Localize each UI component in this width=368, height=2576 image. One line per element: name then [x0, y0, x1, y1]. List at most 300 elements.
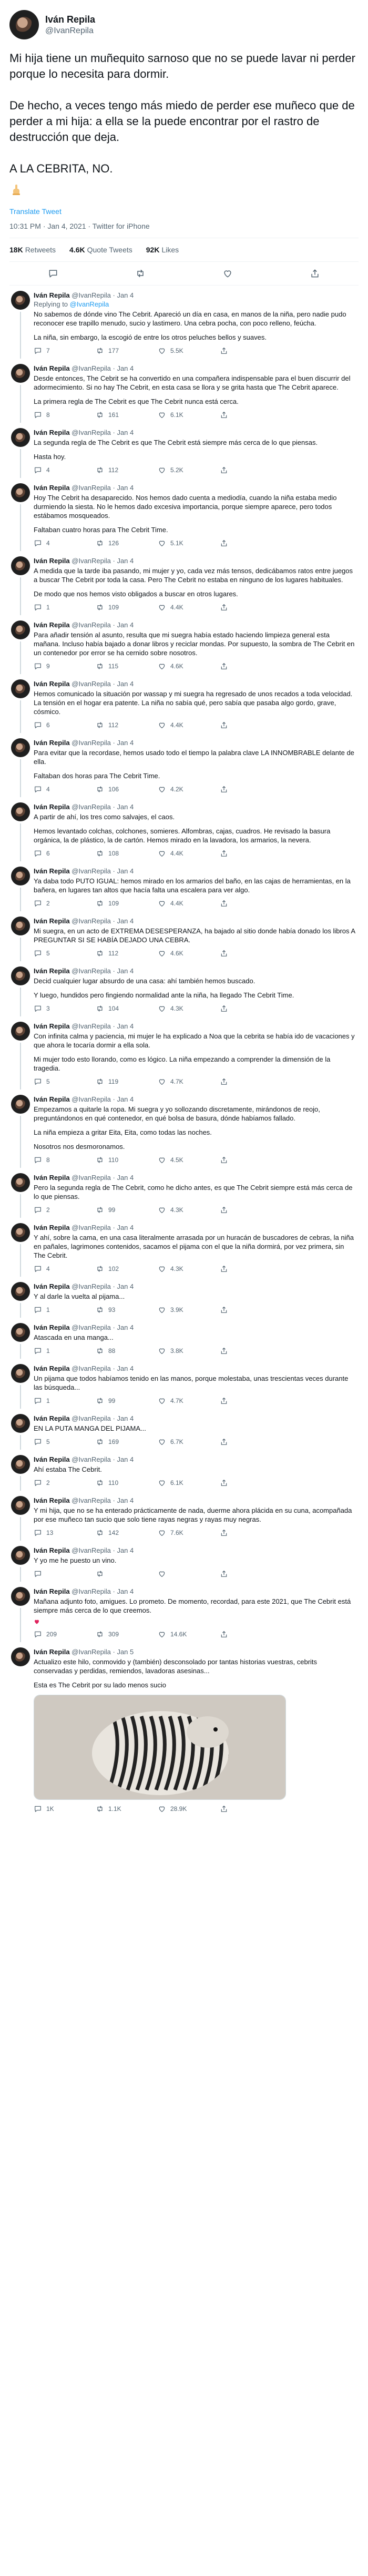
tweet-paragraph: Hoy The Cebrit ha desaparecido. Nos hemos dado cuenta a mediodía, cuando la niña estaba medio durmiendo la siesta. No le hemos dado excesiva importancia, porque siempre aparece, pero todos estábamos mosqueados.	[34, 494, 337, 520]
avatar[interactable]	[11, 364, 30, 383]
reply-button[interactable]	[34, 1397, 96, 1405]
like-count: 4.6K	[170, 950, 183, 957]
tweet-handle-date[interactable]: @IvanRepila · Jan 4	[71, 1496, 134, 1504]
share-button[interactable]	[220, 603, 282, 612]
share-button[interactable]	[220, 1438, 282, 1446]
avatar[interactable]	[11, 1364, 30, 1383]
tweet-body	[34, 556, 361, 615]
tweet-paragraph: A medida que la tarde iba pasando, mi mujer y yo, cada vez más tensos, dedicábamos ratos entre juegos a buscar The Cebrit por toda la casa. Pero The Cebrit no estaba en ninguno de los lugares habituales.	[34, 567, 353, 584]
thread-connector	[20, 504, 21, 551]
retweet-button[interactable]	[96, 1206, 158, 1214]
thread-tweet	[7, 674, 361, 733]
tweet-header	[34, 917, 356, 925]
reply-button[interactable]	[34, 721, 96, 729]
author-name[interactable]: Iván Repila	[45, 14, 96, 25]
share-button[interactable]	[220, 1805, 282, 1813]
reply-button[interactable]	[34, 1479, 96, 1487]
reply-button[interactable]	[34, 1306, 96, 1314]
like-count: 6.1K	[170, 411, 183, 419]
share-button[interactable]	[220, 1265, 282, 1273]
heart-icon	[158, 1570, 166, 1578]
tweet-timestamp[interactable]: 10:31 PM · Jan 4, 2021 · Twitter for iPhone	[9, 222, 359, 238]
tweet-handle-date[interactable]: @IvanRepila · Jan 4	[71, 1546, 134, 1554]
retweet-button[interactable]	[96, 1077, 158, 1086]
like-button[interactable]	[158, 603, 220, 612]
retweet-icon	[96, 347, 104, 355]
reply-count: 8	[46, 1156, 50, 1164]
tweet-actions	[34, 1437, 356, 1447]
reply-icon	[34, 1347, 42, 1355]
reply-button[interactable]	[34, 1156, 96, 1164]
author-name[interactable]: Iván Repila	[34, 1174, 70, 1182]
like-button[interactable]	[158, 411, 220, 419]
reply-button[interactable]	[34, 1004, 96, 1013]
retweet-button[interactable]	[96, 1570, 158, 1578]
like-button[interactable]	[158, 466, 220, 474]
tweet-handle-date[interactable]: @IvanRepila · Jan 4	[71, 429, 134, 436]
avatar[interactable]	[11, 620, 30, 639]
retweet-button[interactable]	[96, 1630, 158, 1638]
like-button[interactable]	[158, 1805, 220, 1813]
share-button[interactable]	[220, 1156, 282, 1164]
share-button[interactable]	[220, 1306, 282, 1314]
tweet-actions	[34, 410, 356, 420]
likes-stat[interactable]: 92K Likes	[146, 246, 179, 254]
avatar[interactable]	[11, 679, 30, 698]
retweet-icon	[96, 721, 104, 729]
avatar-column	[7, 1414, 34, 1450]
reply-count: 4	[46, 786, 50, 793]
tweet-text	[34, 1597, 356, 1615]
author-name[interactable]: Iván Repila	[34, 484, 70, 492]
share-button[interactable]	[220, 785, 282, 793]
heart-icon	[158, 1347, 166, 1355]
retweet-button[interactable]	[96, 721, 158, 729]
like-count: 4.7K	[170, 1078, 183, 1085]
thread-connector	[20, 1303, 21, 1318]
like-button[interactable]	[158, 1077, 220, 1086]
avatar[interactable]	[11, 802, 30, 821]
tweet-handle-date[interactable]: @IvanRepila · Jan 4	[71, 1095, 134, 1103]
author-name[interactable]: Iván Repila	[34, 1095, 70, 1103]
tweet-handle-date[interactable]: @IvanRepila · Jan 4	[71, 291, 134, 299]
avatar[interactable]	[11, 1587, 30, 1606]
like-button[interactable]	[158, 1397, 220, 1405]
tweet-paragraph: Faltaban dos horas para The Cebrit Time.	[34, 772, 160, 780]
retweet-button[interactable]	[96, 849, 158, 858]
share-button[interactable]	[220, 539, 282, 547]
author-name[interactable]: Iván Repila	[34, 557, 70, 565]
tweet-handle-date[interactable]: @IvanRepila · Jan 4	[71, 621, 134, 629]
share-button[interactable]	[220, 1004, 282, 1013]
reply-button[interactable]	[34, 849, 96, 858]
author-name[interactable]: Iván Repila	[34, 429, 70, 436]
tweet-handle-date[interactable]: @IvanRepila · Jan 5	[71, 1648, 134, 1656]
share-icon	[220, 1529, 228, 1537]
avatar[interactable]	[11, 1323, 30, 1342]
retweet-button[interactable]	[96, 1306, 158, 1314]
retweet-button[interactable]	[96, 1397, 158, 1405]
tweet-handle-date[interactable]: @IvanRepila · Jan 4	[71, 1455, 134, 1463]
avatar-column	[7, 620, 34, 674]
like-button[interactable]	[158, 539, 220, 547]
reply-button[interactable]	[34, 603, 96, 612]
share-icon	[220, 1306, 228, 1314]
author-name[interactable]: Iván Repila	[34, 1365, 70, 1372]
thread-connector	[20, 1435, 21, 1450]
avatar[interactable]	[11, 483, 30, 502]
share-icon	[220, 899, 228, 908]
like-button[interactable]	[158, 1306, 220, 1314]
retweet-button[interactable]	[96, 1529, 158, 1537]
reply-count: 4	[46, 466, 50, 474]
reply-icon	[34, 1529, 42, 1537]
share-button[interactable]	[220, 466, 282, 474]
tweet-body	[34, 1323, 361, 1359]
retweet-button[interactable]	[96, 662, 158, 670]
like-button[interactable]	[158, 1479, 220, 1487]
tweet-body	[34, 291, 361, 359]
tweet-header	[34, 802, 356, 811]
reply-button[interactable]	[34, 1347, 96, 1355]
thread-connector	[20, 987, 21, 1016]
share-button[interactable]	[220, 1570, 282, 1578]
avatar-column	[7, 291, 34, 359]
thread-connector	[20, 312, 21, 359]
reply-button[interactable]	[34, 466, 96, 474]
share-button[interactable]	[220, 899, 282, 908]
share-icon	[220, 1265, 228, 1273]
reply-icon	[34, 721, 42, 729]
tweet-text	[34, 812, 356, 844]
author-name[interactable]: Iván Repila	[34, 364, 70, 372]
thread-connector	[20, 642, 21, 674]
retweet-count: 104	[108, 1005, 119, 1012]
share-icon[interactable]	[310, 268, 320, 279]
share-button[interactable]	[220, 949, 282, 958]
avatar[interactable]	[11, 428, 30, 447]
tweet-actions	[34, 1205, 356, 1215]
author-name[interactable]: Iván Repila	[34, 1648, 70, 1656]
thread-tweet	[7, 1491, 361, 1541]
tweet-body	[34, 1587, 361, 1642]
avatar[interactable]	[11, 1496, 30, 1515]
like-button[interactable]	[158, 721, 220, 729]
avatar-column	[7, 867, 34, 911]
tweet-handle-date[interactable]: @IvanRepila · Jan 4	[71, 1414, 134, 1422]
share-button[interactable]	[220, 1397, 282, 1405]
share-button[interactable]	[220, 849, 282, 858]
avatar-column	[7, 428, 34, 478]
like-button[interactable]	[158, 1529, 220, 1537]
avatar-column	[7, 1095, 34, 1168]
tweet-header	[34, 1223, 356, 1232]
author-name[interactable]: Iván Repila	[34, 1282, 70, 1290]
retweet-button[interactable]	[96, 603, 158, 612]
retweet-count: 88	[108, 1347, 116, 1355]
retweet-button[interactable]	[96, 1347, 158, 1355]
avatar[interactable]	[11, 1095, 30, 1114]
like-button[interactable]	[158, 1630, 220, 1638]
share-icon	[220, 466, 228, 474]
thread-connector	[20, 759, 21, 797]
like-button[interactable]	[158, 1438, 220, 1446]
tweet-text	[34, 976, 356, 1000]
replying-to-link[interactable]: @IvanRepila	[69, 300, 109, 308]
tweet-handle-date[interactable]: @IvanRepila · Jan 4	[71, 867, 134, 875]
like-button[interactable]	[158, 347, 220, 355]
avatar[interactable]	[11, 1282, 30, 1301]
reply-icon	[34, 1077, 42, 1086]
retweet-button[interactable]	[96, 347, 158, 355]
share-button[interactable]	[220, 662, 282, 670]
thread-connector	[20, 1476, 21, 1491]
tweet-text	[34, 748, 356, 780]
avatar-column	[7, 1647, 34, 1817]
reply-icon	[34, 347, 42, 355]
thread-tweet	[7, 1318, 361, 1359]
retweet-button[interactable]	[96, 1156, 158, 1164]
reply-button[interactable]	[34, 949, 96, 958]
avatar[interactable]	[11, 1647, 30, 1666]
reply-button[interactable]	[34, 1077, 96, 1086]
heart-icon	[158, 662, 166, 670]
tweet-actions	[34, 1346, 356, 1356]
retweet-icon	[96, 411, 104, 419]
avatar[interactable]	[11, 556, 30, 575]
tweet-body	[34, 917, 361, 961]
tweet-actions	[34, 899, 356, 908]
avatar[interactable]	[11, 1022, 30, 1041]
author-name[interactable]: Iván Repila	[34, 1224, 70, 1231]
like-button[interactable]	[158, 949, 220, 958]
tweet-header	[34, 1546, 356, 1555]
avatar-column	[7, 679, 34, 733]
retweet-icon[interactable]	[135, 268, 146, 279]
author-name[interactable]: Iván Repila	[34, 1323, 70, 1331]
reply-button[interactable]	[34, 1630, 96, 1638]
tweet-paragraph: Y yo me he puesto un vino.	[34, 1556, 117, 1564]
tweet-handle-date[interactable]: @IvanRepila · Jan 4	[71, 917, 134, 925]
share-icon	[220, 785, 228, 793]
avatar[interactable]	[11, 966, 30, 985]
reply-button[interactable]	[34, 1206, 96, 1214]
tweet-header	[34, 1022, 356, 1031]
tweet-text	[34, 1556, 356, 1565]
avatar[interactable]	[11, 1414, 30, 1433]
reply-count: 5	[46, 1438, 50, 1445]
reply-button[interactable]	[34, 1265, 96, 1273]
author-name[interactable]: Iván Repila	[34, 739, 70, 747]
avatar-column	[7, 1546, 34, 1582]
retweet-count: 115	[108, 663, 119, 670]
reply-button[interactable]	[34, 899, 96, 908]
reply-button[interactable]	[34, 785, 96, 793]
author-handle[interactable]: @IvanRepila	[45, 26, 94, 35]
like-button[interactable]	[158, 1265, 220, 1273]
author-name[interactable]: Iván Repila	[34, 621, 70, 629]
retweet-button[interactable]	[96, 1265, 158, 1273]
tweet-handle-date[interactable]: @IvanRepila · Jan 4	[71, 1587, 134, 1595]
author-name[interactable]: Iván Repila	[34, 291, 70, 299]
retweet-button[interactable]	[96, 411, 158, 419]
retweet-count: 112	[108, 466, 119, 474]
reply-icon[interactable]	[48, 268, 58, 279]
tweet-text	[34, 1105, 356, 1151]
like-count: 4.2K	[170, 786, 183, 793]
tweet-body	[34, 966, 361, 1016]
like-button[interactable]	[158, 1156, 220, 1164]
tweet-actions	[34, 720, 356, 730]
like-button[interactable]	[158, 1206, 220, 1214]
share-button[interactable]	[220, 1479, 282, 1487]
avatar[interactable]	[11, 1455, 30, 1474]
tweet-handle-date[interactable]: @IvanRepila · Jan 4	[71, 967, 134, 975]
author-name[interactable]: Iván Repila	[34, 1496, 70, 1504]
tweet-handle-date[interactable]: @IvanRepila · Jan 4	[71, 364, 134, 372]
avatar[interactable]	[11, 1173, 30, 1192]
tweet-body	[34, 1223, 361, 1277]
like-button[interactable]	[158, 1347, 220, 1355]
share-button[interactable]	[220, 1630, 282, 1638]
quote-tweets-stat[interactable]: 4.6K Quote Tweets	[69, 246, 132, 254]
translate-tweet-link[interactable]: Translate Tweet	[9, 207, 62, 216]
retweet-count: 126	[108, 539, 119, 547]
thread-connector	[20, 1194, 21, 1218]
thread-tweet	[7, 1016, 361, 1090]
retweet-button[interactable]	[96, 1004, 158, 1013]
like-button[interactable]	[158, 1570, 220, 1578]
avatar[interactable]	[11, 1223, 30, 1242]
thread-tweet	[7, 1409, 361, 1450]
reply-button[interactable]	[34, 1805, 96, 1813]
tweet-paragraph: Nosotros nos desmoronamos.	[34, 1143, 125, 1150]
retweet-button[interactable]	[96, 785, 158, 793]
share-button[interactable]	[220, 1077, 282, 1086]
reply-icon	[34, 1306, 42, 1314]
retweet-button[interactable]	[96, 466, 158, 474]
avatar[interactable]	[11, 291, 30, 310]
tweet-paragraph: Ahí estaba The Cebrit.	[34, 1465, 102, 1473]
like-button[interactable]	[158, 899, 220, 908]
tweet-actions	[34, 1569, 356, 1579]
share-button[interactable]	[220, 721, 282, 729]
author-name[interactable]: Iván Repila	[34, 867, 70, 875]
retweet-button[interactable]	[96, 1438, 158, 1446]
thread-connector	[20, 1116, 21, 1168]
tweet-handle-date[interactable]: @IvanRepila · Jan 4	[71, 1282, 134, 1290]
retweet-button[interactable]	[96, 949, 158, 958]
retweet-button[interactable]	[96, 539, 158, 547]
like-button[interactable]	[158, 1004, 220, 1013]
share-button[interactable]	[220, 411, 282, 419]
reply-button[interactable]	[34, 662, 96, 670]
share-icon	[220, 662, 228, 670]
share-button[interactable]	[220, 1347, 282, 1355]
heart-icon	[158, 949, 166, 958]
tweet-handle-date[interactable]: @IvanRepila · Jan 4	[71, 1022, 134, 1030]
author-name[interactable]: Iván Repila	[34, 917, 70, 925]
retweets-stat[interactable]: 18K Retweets	[9, 246, 56, 254]
author-name[interactable]: Iván Repila	[34, 1546, 70, 1554]
reply-count: 13	[46, 1529, 54, 1536]
author-name[interactable]: Iván Repila	[34, 1455, 70, 1463]
retweet-button[interactable]	[96, 1805, 158, 1813]
retweet-icon	[96, 1529, 104, 1537]
tweet-handle-date[interactable]: @IvanRepila · Jan 4	[71, 557, 134, 565]
tweet-handle-date[interactable]: @IvanRepila · Jan 4	[71, 484, 134, 492]
retweet-button[interactable]	[96, 1479, 158, 1487]
like-button[interactable]	[158, 662, 220, 670]
retweet-icon	[96, 1306, 104, 1314]
reply-count: 1	[46, 604, 50, 611]
like-count: 6.7K	[170, 1438, 183, 1445]
avatar[interactable]	[11, 867, 30, 885]
tweet-handle-date[interactable]: @IvanRepila · Jan 4	[71, 1224, 134, 1231]
reply-button[interactable]	[34, 1570, 96, 1578]
avatar-column	[7, 966, 34, 1016]
share-button[interactable]	[220, 1529, 282, 1537]
tweet-handle-date[interactable]: @IvanRepila · Jan 4	[71, 680, 134, 688]
tweet-photo-zebra-plush[interactable]	[34, 1695, 286, 1800]
author-name[interactable]: Iván Repila	[34, 1414, 70, 1422]
reply-button[interactable]	[34, 1438, 96, 1446]
retweet-count: 119	[108, 1078, 119, 1085]
reply-button[interactable]	[34, 411, 96, 419]
reply-button[interactable]	[34, 1529, 96, 1537]
thread-tweet	[7, 797, 361, 861]
author-name[interactable]: Iván Repila	[34, 803, 70, 811]
avatar[interactable]	[11, 1546, 30, 1565]
reply-icon	[34, 849, 42, 858]
tweet-handle-date[interactable]: @IvanRepila · Jan 4	[71, 1323, 134, 1331]
tweet-text	[34, 310, 356, 342]
tweet-paragraph: No sabemos de dónde vino The Cebrit. Apareció un día en casa, en manos de la niña, pero nadie pudo reconocer ese trapillo menudo, sucio y lastimero. Una cebra pocha, con poco relleno, feúcha.	[34, 310, 346, 327]
heart-icon[interactable]	[222, 268, 233, 279]
share-button[interactable]	[220, 1206, 282, 1214]
avatar[interactable]	[11, 917, 30, 935]
like-button[interactable]	[158, 785, 220, 793]
reply-button[interactable]	[34, 539, 96, 547]
retweet-icon	[96, 1347, 104, 1355]
author-name[interactable]: Iván Repila	[34, 967, 70, 975]
like-button[interactable]	[158, 849, 220, 858]
reply-icon	[34, 1265, 42, 1273]
reply-icon	[34, 662, 42, 670]
retweet-count: 309	[108, 1631, 119, 1638]
author-name[interactable]: Iván Repila	[34, 1022, 70, 1030]
avatar[interactable]	[9, 10, 39, 39]
reply-count: 2	[46, 900, 50, 907]
share-button[interactable]	[220, 347, 282, 355]
retweet-button[interactable]	[96, 899, 158, 908]
author-name[interactable]: Iván Repila	[34, 680, 70, 688]
tweet-handle-date[interactable]: @IvanRepila · Jan 4	[71, 1365, 134, 1372]
thread-connector	[20, 449, 21, 478]
author-name[interactable]: Iván Repila	[34, 1587, 70, 1595]
tweet-handle-date[interactable]: @IvanRepila · Jan 4	[71, 1174, 134, 1182]
tweet-handle-date[interactable]: @IvanRepila · Jan 4	[71, 739, 134, 747]
tweet-header	[34, 1455, 356, 1464]
retweet-count: 161	[108, 411, 119, 419]
replying-to	[34, 300, 356, 309]
tweet-handle-date[interactable]: @IvanRepila · Jan 4	[71, 803, 134, 811]
like-count: 14.6K	[170, 1631, 187, 1638]
reply-button[interactable]	[34, 347, 96, 355]
retweet-icon	[96, 1004, 104, 1013]
avatar[interactable]	[11, 738, 30, 757]
avatar-column	[7, 917, 34, 961]
